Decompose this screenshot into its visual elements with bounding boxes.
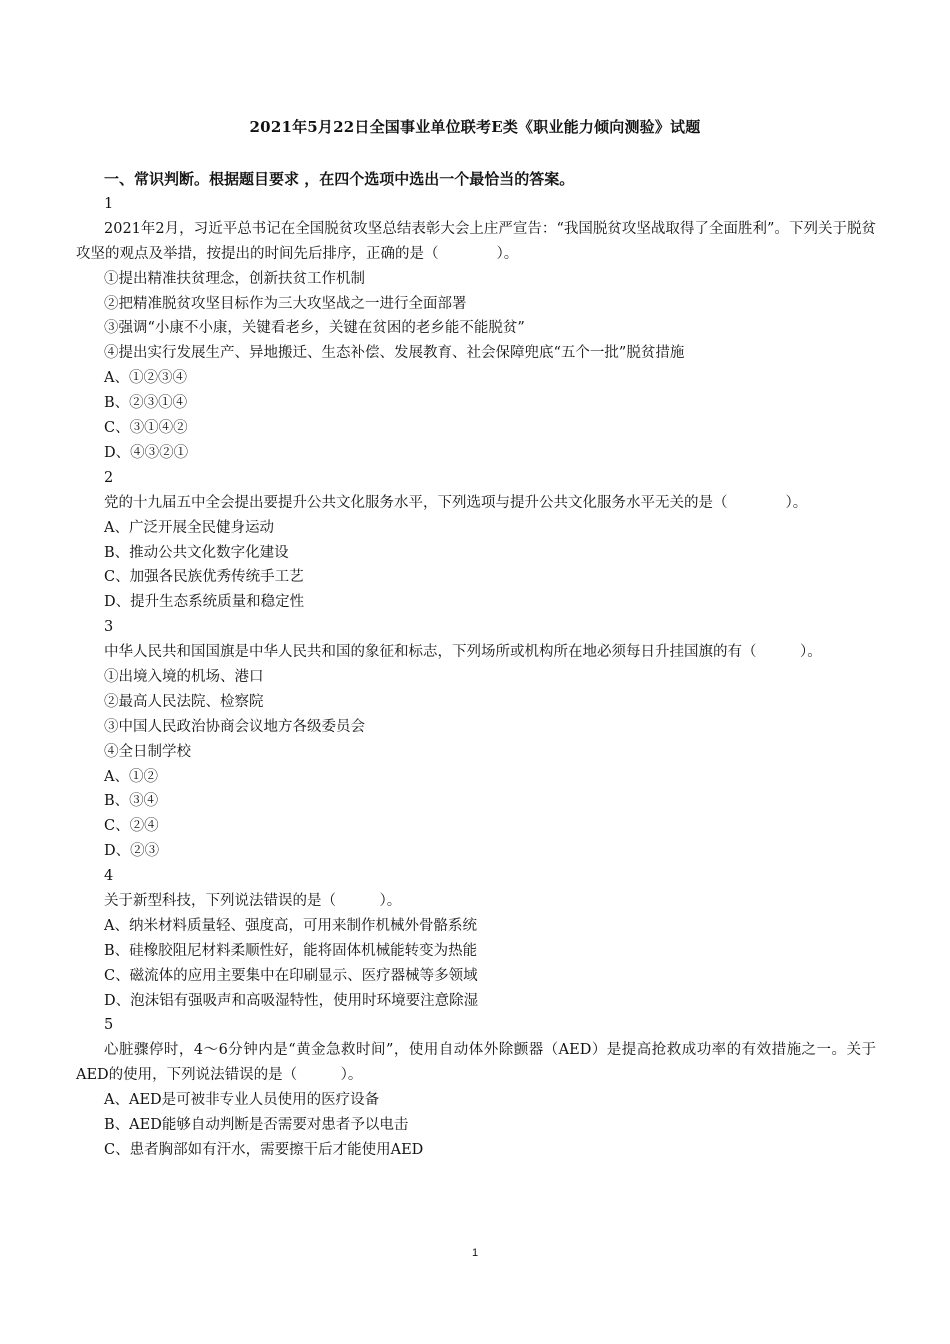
statement-item: ①提出精准扶贫理念，创新扶贫工作机制 — [104, 270, 365, 287]
option-a: A、①②③④ — [104, 370, 187, 387]
option-c: C、加强各民族优秀传统手工艺 — [104, 569, 304, 586]
question-stem: 中华人民共和国国旗是中华人民共和国的象征和标志，下列场所或机构所在地必须每日升挂国旗的有（ ）。 — [104, 644, 822, 661]
question-4 — [76, 864, 876, 1013]
section-heading: 一、常识判断。根据题目要求 ，在四个选项中选出一个最恰当的答案。 — [104, 170, 575, 188]
statement-item: ④全日制学校 — [104, 743, 191, 760]
statement-item: ④提出实行发展生产、异地搬迁、生态补偿、发展教育、社会保障兜底“五个一批”脱贫措施 — [104, 345, 685, 362]
option-c: C、磁流体的应用主要集中在印刷显示、医疗器械等多领域 — [104, 967, 478, 984]
option-b: B、③④ — [104, 793, 159, 810]
page-number: 1 — [471, 1247, 479, 1259]
question-list — [76, 192, 876, 1163]
option-a: A、①② — [104, 768, 158, 785]
option-d: D、泡沫铝有强吸声和高吸湿特性，使用时环境要注意除湿 — [104, 992, 479, 1009]
question-number: 4 — [104, 868, 114, 885]
option-d: D、④③②① — [104, 444, 189, 461]
option-c: C、③①④② — [104, 420, 188, 437]
statement-item: ③强调“小康不小康，关键看老乡，关键在贫困的老乡能不能脱贫” — [104, 320, 525, 337]
question-stem: 关于新型科技，下列说法错误的是（ ）。 — [104, 893, 402, 909]
question-number: 5 — [104, 1017, 114, 1034]
question-3 — [76, 615, 876, 864]
option-d: D、提升生态系统质量和稳定性 — [104, 594, 305, 611]
question-stem: 2021年2月，习近平总书记在全国脱贫攻坚总结表彰大会上庄严宣告：“我国脱贫攻坚战取得了全面胜利”。下列关于脱贫攻坚的观点及举措，按提出的时间先后排序，正确的是（ ）。 — [76, 220, 876, 262]
question-number: 2 — [104, 469, 114, 486]
option-b: B、推动公共文化数字化建设 — [104, 544, 289, 561]
statement-item: ②把精准脱贫攻坚目标作为三大攻坚战之一进行全面部署 — [104, 295, 467, 312]
question-5 — [76, 1013, 876, 1162]
option-c: C、患者胸部如有汗水，需要擦干后才能使用AED — [104, 1141, 424, 1158]
document-title: 2021年5月22日全国事业单位联考E类《职业能力倾向测验》试题 — [249, 118, 701, 136]
statement-item: ①出境入境的机场、港口 — [104, 668, 264, 685]
question-number: 3 — [104, 619, 114, 636]
question-2 — [76, 466, 876, 615]
question-number: 1 — [104, 196, 114, 212]
option-b: B、硅橡胶阻尼材料柔顺性好，能将固体机械能转变为热能 — [104, 942, 478, 959]
option-b: B、AED能够自动判断是否需要对患者予以电击 — [104, 1117, 409, 1134]
question-stem: 心脏骤停时，4～6分钟内是“黄金急救时间”，使用自动体外除颤器（AED）是提高抢救成功率的有效措施之一。关于AED的使用，下列说法错误的是（ ）。 — [76, 1042, 876, 1084]
statement-item: ②最高人民法院、检察院 — [104, 693, 264, 710]
option-d: D、②③ — [104, 843, 160, 860]
option-a: A、广泛开展全民健身运动 — [104, 519, 274, 536]
option-c: C、②④ — [104, 818, 159, 835]
option-a: A、AED是可被非专业人员使用的医疗设备 — [104, 1092, 380, 1109]
question-1 — [76, 192, 876, 466]
option-b: B、②③①④ — [104, 395, 188, 412]
statement-item: ③中国人民政治协商会议地方各级委员会 — [104, 718, 365, 735]
option-a: A、纳米材料质量轻、强度高，可用来制作机械外骨骼系统 — [104, 917, 477, 934]
question-stem: 党的十九届五中全会提出要提升公共文化服务水平，下列选项与提升公共文化服务水平无关的是（ ）。 — [104, 494, 808, 511]
